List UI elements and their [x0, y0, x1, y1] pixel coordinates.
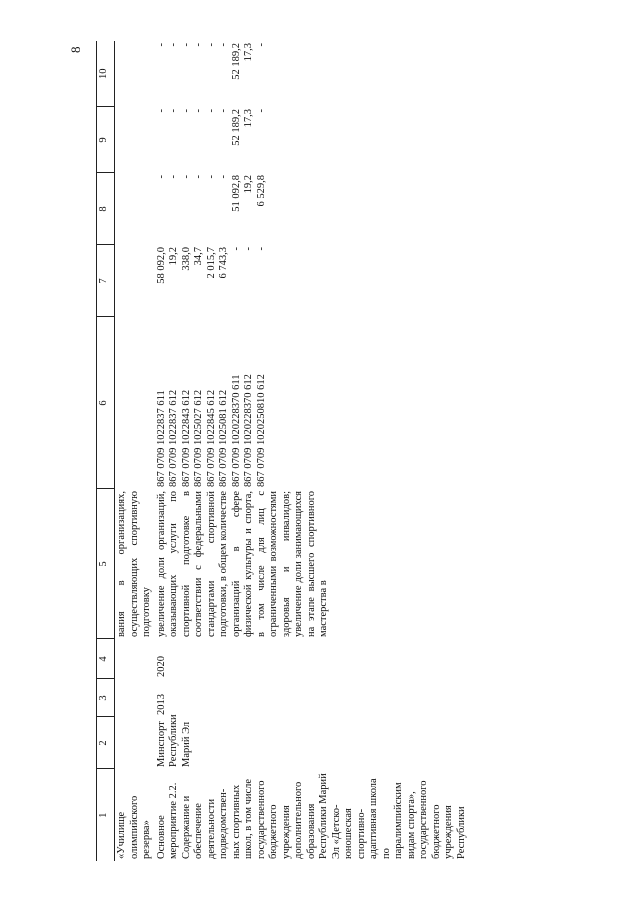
amount-value: 52 189,2	[230, 109, 242, 146]
amount-value: -	[205, 109, 217, 113]
amount-value: 51 092,8	[230, 175, 242, 212]
row2-col8	[155, 173, 470, 245]
budget-code-line: 867 0709 1022845 612	[205, 389, 217, 487]
col-header-1: 1	[97, 769, 115, 861]
amount-value: 34,7	[193, 247, 204, 266]
amount-value: -	[193, 175, 204, 179]
col-header-7: 7	[97, 245, 115, 317]
col-header-4: 4	[97, 639, 115, 679]
row1-col1: «Училище олимпийского резерва»	[116, 795, 152, 859]
budget-code-line: 867 0709 1020228370 612	[243, 374, 254, 487]
budget-code-line: 867 0709 1025081 612	[218, 389, 229, 487]
row1-col5: вания в организациях, осуществляющих спортивную подготовку	[116, 491, 152, 637]
amount-value: -	[243, 247, 254, 251]
row2-col5: увеличение доли организаций, оказывающих услуги по спортивной подготовке в соответствии с федеральными стандартами спортивной подготовки, в общем количестве организаций в сфере физической культуры и спорта, в том числе для лиц с ограниченными возможностями здоровья и инвалидов; увеличение доли занимающихся на этапе высшего спортивного мастерства в	[155, 491, 329, 637]
amount-value: 17,3	[243, 43, 254, 62]
amount-value: -	[155, 175, 167, 179]
col-header-9: 9	[97, 107, 115, 173]
amount-value: 52 189,2	[230, 43, 242, 80]
amount-value: -	[230, 247, 242, 251]
amount-value: -	[218, 109, 229, 113]
amount-value: 6 743,3	[218, 247, 229, 279]
amount-value: -	[205, 175, 217, 179]
row2-col4: 2020	[155, 656, 167, 677]
amount-value: -	[180, 175, 192, 179]
amount-value: -	[168, 109, 179, 113]
amount-value: 6 529,8	[255, 175, 267, 207]
amount-value: -	[193, 109, 204, 113]
amount-value: 19,2	[168, 247, 179, 266]
amount-value: 17,3	[243, 109, 254, 128]
budget-code-line: 867 0709 1022837 612	[168, 389, 179, 487]
row2-col6	[155, 317, 470, 489]
amount-value: -	[180, 43, 192, 47]
col-header-6: 6	[97, 317, 115, 489]
budget-code-line: 867 0709 1020228370 611	[230, 374, 242, 487]
row2-col9	[155, 107, 470, 173]
page-number: 8	[68, 46, 83, 53]
amount-value: -	[168, 43, 179, 47]
col-header-10: 10	[97, 41, 115, 107]
row2-col7	[155, 245, 470, 317]
row2-col3: 2013	[155, 694, 167, 715]
row2-col2: Минспорт Республики Марий Эл	[155, 714, 192, 767]
budget-code-line: 867 0709 1022843 612	[180, 389, 192, 487]
amount-value: 2 015,7	[205, 247, 217, 279]
amount-value: -	[255, 109, 267, 113]
amount-value: -	[193, 43, 204, 47]
amount-value: 19,2	[243, 175, 254, 194]
col-header-8: 8	[97, 173, 115, 245]
table-row	[115, 41, 155, 861]
row2-col10	[155, 41, 470, 107]
budget-table	[96, 41, 469, 861]
budget-code-line: 867 0709 1022837 611	[155, 390, 167, 487]
amount-value: -	[155, 43, 167, 47]
budget-code-line: 867 0709 1025027 612	[193, 389, 204, 487]
amount-value: -	[218, 43, 229, 47]
amount-value: 338,0	[180, 247, 192, 271]
amount-value: -	[205, 43, 217, 47]
amount-value: -	[218, 175, 229, 179]
col-header-3: 3	[97, 679, 115, 717]
amount-value: -	[155, 109, 167, 113]
table-row	[155, 41, 470, 861]
col-header-5: 5	[97, 489, 115, 639]
row2-col1: Основное мероприятие 2.2. Содержание и обеспечение деятельности подведомствен-ных спортивных школ, в том числе государственного бюджетного учреждения дополнительного образования Республики Марий Эл «Детско-юношеская спортивно-адаптивная школа по паралимпийским видам спорта», государственного бюджетного учреждения Республики	[155, 773, 467, 859]
amount-value: -	[168, 175, 179, 179]
amount-value: 58 092,0	[155, 247, 167, 284]
column-number-row	[97, 41, 115, 861]
col-header-2: 2	[97, 717, 115, 769]
amount-value: -	[255, 247, 267, 251]
budget-code-line: 867 0709 1020250810 612	[255, 374, 267, 487]
amount-value: -	[255, 43, 267, 47]
amount-value: -	[180, 109, 192, 113]
